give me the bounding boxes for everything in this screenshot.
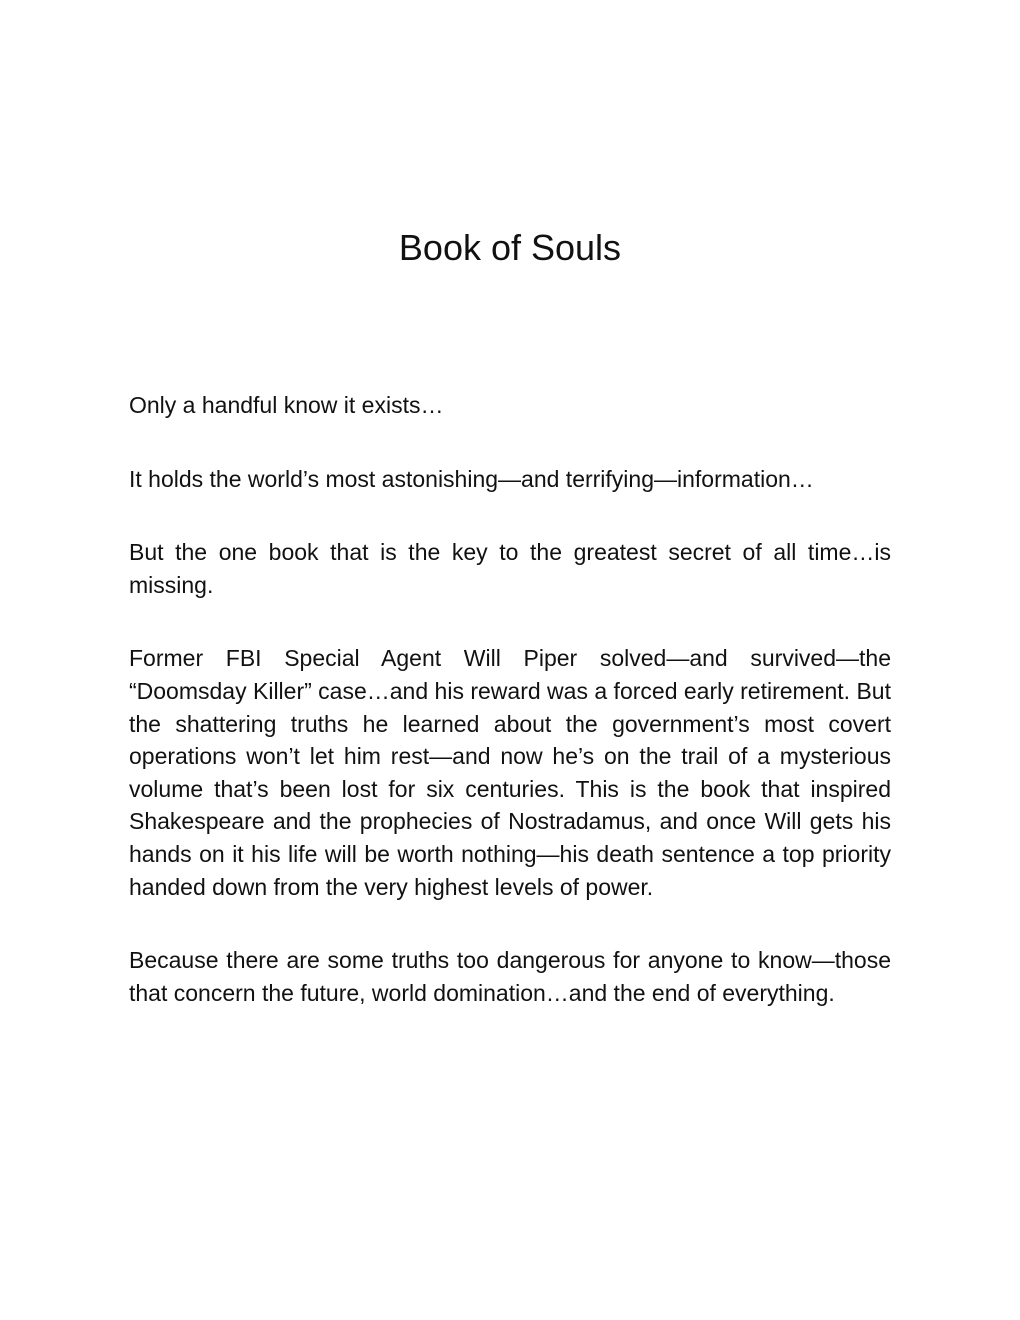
document-title: Book of Souls — [398, 227, 622, 268]
paragraph-missing-book: But the one book that is the key to the greatest secret of all time…is missing. — [129, 539, 891, 598]
paragraph-conclusion: Because there are some truths too dangerous for anyone to know—those that concern the future, world domination…and the end of everything. — [129, 947, 891, 1006]
paragraph-will-piper: Former FBI Special Agent Will Piper solved—and survived—the “Doomsday Killer” case…and his reward was a forced early retirement. But the shattering truths he learned about the government’s most covert operations won’t let him rest—and now he’s on the trail of a mysterious volume that’s been lost for six centuries. This is the book that inspired Shakespeare and the prophecies of Nostradamus, and once Will gets his hands on it his life will be worth nothing—his death sentence a top priority handed down from the very highest levels of power. — [129, 645, 891, 900]
document-body — [129, 389, 891, 1050]
paragraph-information: It holds the world’s most astonishing—and terrifying—information… — [129, 465, 814, 492]
paragraph-intro: Only a handful know it exists… — [129, 392, 444, 418]
